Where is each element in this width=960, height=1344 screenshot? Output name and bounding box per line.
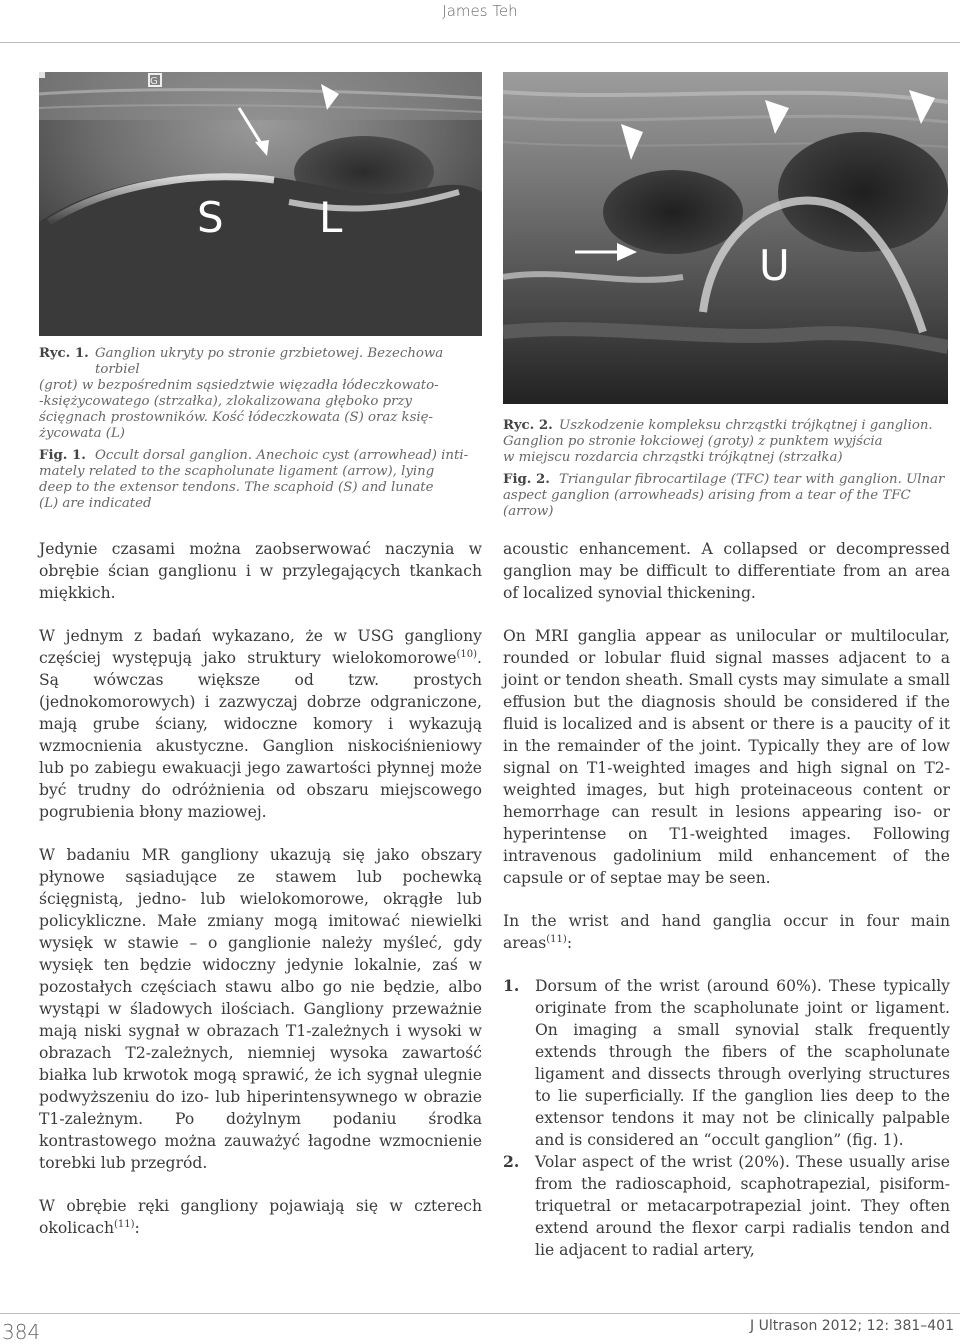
figure-2-caption [503,418,953,520]
header-divider [0,42,960,43]
caption-pl-line: (grot) w bezpośrednim sąsiedztwie więzadła łódeczkowato- [39,378,439,393]
journal-reference: J Ultrason 2012; 12: 381–401 [750,1318,954,1334]
paragraph: acoustic enhancement. A collapsed or decompressed ganglion may be difficult to differentiate from an area of localized synovial thickening. [503,540,950,602]
figure-1-ultrasound-image [39,72,482,336]
caption-en-line: (L) are indicated [39,496,152,511]
paragraph: Jedynie czasami można zaobserwować naczynia w obrębie ścian ganglionu i w przylegających tkankach miękkich. [39,540,482,602]
paragraph: W badaniu MR gangliony ukazują się jako obszary płynowe sąsiadujące ze stawem lub pochewką ścięgnistą, jedno- lub wielokomorowe, okrągłe lub policykliczne. Małe zmiany mogą imitować niewielki wysięk w stawie – o ganglionie należy myśleć, gdy wysięk ten będzie widoczny jedynie lokalnie, zaś w pozostałych częściach stawu albo go nie będzie, albo wystąpi w śladowych ilościach. Gangliony przeważnie mają niski sygnał w obrazach T1-zależnych i wysoki w obrazach T2-zależnych, niemniej wysoka zawartość białka lub krwotok mogą sprawić, że ich sygnał ulegnie podwyższeniu do izo- lub hiperintensywnego w obrazie T1-zależnym. Po dożylnym podaniu środka kontrastowego można zauważyć łagodne wzmocnienie torebki lub przegród. [39,846,482,1172]
left-column-body [39,538,482,1260]
label-ulna: U [759,241,790,290]
caption-en-line: Fig. 1. Occult dorsal ganglion. Anechoic cyst (arrowhead) inti- [39,448,469,463]
probe-marker-label: G [150,76,158,87]
caption-pl-line: -księżycowatego (strzałka), zlokalizowana głęboko przy [39,394,412,409]
label-lunate: L [319,193,343,242]
caption-label: Ryc. 1. [39,346,89,361]
caption-pl-line: Ryc. 2. Uszkodzenie kompleksu chrząstki trójkątnej i ganglion. [503,418,933,433]
caption-pl-line: Ganglion po stronie łokciowej (groty) z punktem wyjścia [503,434,883,449]
figure-1-caption [39,346,479,512]
list-number: 2. [503,1152,520,1171]
label-scaphoid: S [197,193,224,242]
location-list [503,975,950,1261]
footer-divider [0,1313,960,1314]
figure-2-ultrasound-image [503,72,948,404]
caption-label: Fig. 1. [39,448,86,463]
caption-en-line: Fig. 2. Triangular fibrocartilage (TFC) tear with ganglion. Ulnar [503,472,945,487]
list-item: 1. Dorsum of the wrist (around 60%). These typically originate from the scapholunate joint or ligament. On imaging a small synovial stalk frequently extends through the fibers of the scapholunate ligament and dissects through overlying structures to lie superficially. If the ganglion lies deep to the extensor tendons it may not be clinically palpable and is considered an “occult ganglion” (fig. 1). [503,976,950,1149]
list-item: 2. Volar aspect of the wrist (20%). These usually arise from the radioscaphoid, scaphotrapezial, pisiform-triquetral or metacarpotrapezial joint. They often extend around the flexor carpi radialis tendon and lie adjacent to radial artery, [503,1152,950,1259]
caption-en-line: mately related to the scapholunate ligament (arrow), lying [39,464,435,479]
caption-en-line: deep to the extensor tendons. The scaphoid (S) and lunate [39,480,434,495]
caption-pl-line: życowata (L) [39,426,125,441]
caption-pl-line: ścięgnach prostowników. Kość łódeczkowata (S) oraz księ- [39,410,434,425]
caption-pl-line: Ryc. 1. Ganglion ukryty po stronie grzbietowej. Bezechowa torbiel [39,346,444,377]
page-number: 384 [2,1320,41,1344]
paragraph: In the wrist and hand ganglia occur in four main areas$^{(11)}$: [503,912,950,952]
citation-ref: (11) [546,933,567,945]
paragraph: W obrębie ręki gangliony pojawiają się w czterech okolicach$^{(11)}$: [39,1197,482,1237]
running-header-author: James Teh [442,2,518,20]
caption-en-line: aspect ganglion (arrowheads) arising from a tear of the TFC [503,488,911,503]
citation-ref: (10) [456,648,478,660]
right-column-body [503,538,950,1261]
citation-ref: (11) [114,1218,135,1230]
caption-pl-line: w miejscu rozdarcia chrząstki trójkątnej (strzałka) [503,450,843,465]
caption-en-line: (arrow) [503,504,554,519]
caption-label: Ryc. 2. [503,418,553,433]
paragraph: W jednym z badań wykazano, że w USG gangliony częściej występują jako struktury wielokomorowe$^{(10)}$. Są wówczas większe od tzw. prostych (jednokomorowych) i zazwyczaj dobrze odgraniczone, mają grube ściany, widoczne komory i wykazują wzmocnienia akustyczne. Ganglion niskociśnieniowy lub po zabiegu ewakuacji jego zawartości płynnej może być trudny do odróżnienia od obszaru miejscowego pogrubienia błony maziowej. [39,627,482,821]
caption-label: Fig. 2. [503,472,550,487]
paragraph: On MRI ganglia appear as unilocular or multilocular, rounded or lobular fluid signal masses adjacent to a joint or tendon sheath. Small cysts may simulate a small effusion but the diagnosis should be considered if the fluid is localized and is absent or there is a paucity of it in the remainder of the joint. Typically they are of low signal on T1-weighted images and high signal on T2-weighted images, but high proteinaceous content or hemorrhage can result in lesions appearing iso- or hyperintense on T1-weighted images. Following intravenous gadolinium mild enhancement of the capsule or of septae may be seen. [503,627,950,887]
list-number: 1. [503,976,520,995]
